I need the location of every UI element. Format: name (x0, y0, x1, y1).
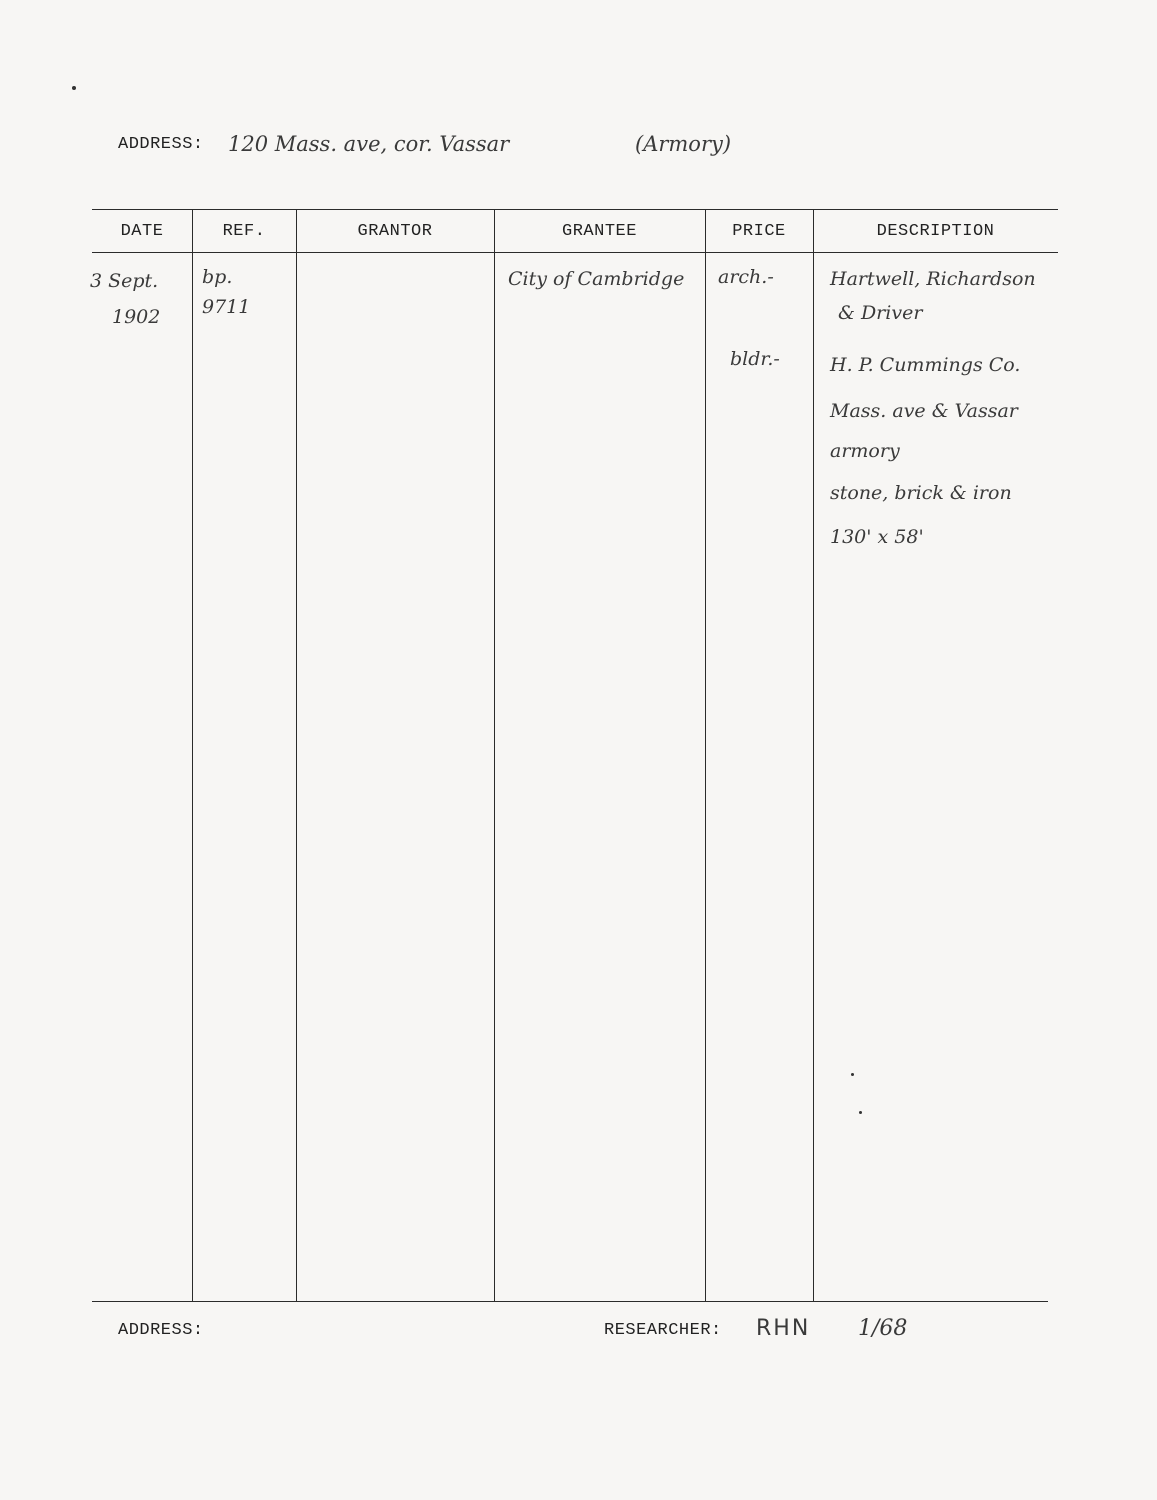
entry-ref-number: 9711 (202, 296, 251, 318)
header-bottom-rule (92, 252, 1058, 253)
entry-price-builder: bldr.- (730, 348, 780, 370)
column-header-grantor: GRANTOR (357, 222, 433, 241)
column-divider-date-ref (192, 210, 193, 1301)
entry-ref-type: bp. (202, 266, 233, 288)
column-header-date: DATE (120, 222, 164, 241)
entry-description-architect-cont: & Driver (838, 302, 923, 324)
column-header-grantee: GRANTEE (562, 222, 637, 241)
ink-speck (72, 86, 76, 90)
address-label: ADDRESS: (118, 135, 204, 154)
entry-grantee: City of Cambridge (508, 268, 685, 290)
address-note: (Armory) (635, 132, 732, 156)
entry-description-dimensions: 130' x 58' (830, 526, 924, 548)
column-divider-grantor-grantee (494, 210, 495, 1301)
table-bottom-rule (92, 1301, 1048, 1302)
column-divider-grantee-price (705, 210, 706, 1301)
entry-price-architect: arch.- (718, 266, 774, 288)
ink-speck (851, 1073, 854, 1076)
table-top-rule (92, 209, 1058, 210)
entry-description-builder: H. P. Cummings Co. (830, 354, 1021, 376)
entry-description-architect: Hartwell, Richardson (830, 268, 1036, 290)
column-divider-ref-grantor (296, 210, 297, 1301)
column-header-ref: REF. (222, 222, 266, 241)
entry-description-materials: stone, brick & iron (830, 482, 1012, 504)
footer-address-label: ADDRESS: (118, 1321, 204, 1340)
ink-speck (859, 1111, 862, 1114)
column-header-description: DESCRIPTION (876, 222, 995, 241)
column-header-price: PRICE (732, 222, 786, 241)
column-divider-price-description (813, 210, 814, 1301)
researcher-date: 1/68 (858, 1316, 908, 1341)
entry-description-building-type: armory (830, 440, 900, 462)
researcher-label: RESEARCHER: (604, 1321, 722, 1340)
researcher-initials: RHN (756, 1316, 811, 1341)
entry-date-day-month: 3 Sept. (90, 270, 159, 292)
entry-description-location: Mass. ave & Vassar (830, 400, 1018, 422)
entry-date-year: 1902 (112, 306, 161, 328)
address-value: 120 Mass. ave, cor. Vassar (228, 132, 510, 156)
